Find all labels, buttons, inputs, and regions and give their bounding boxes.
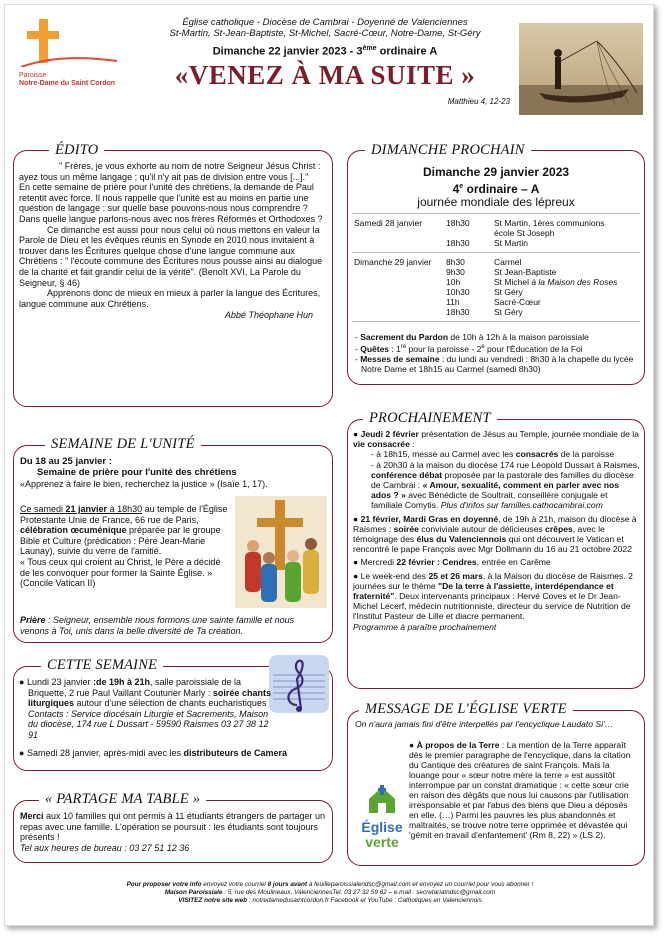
partage-text: Merci aux 10 familles qui ont permis à 11 étudiants étrangers de partager un repas avec une famille. L'opération se poursuit : les étudiants sont toujours présents ! Tel aux heures de bureau : 03 27 51 12 36 [20,811,326,853]
semaine-title: CETTE SEMAINE [41,657,163,673]
semaine-item-2: ● Samedi 28 janvier, après-midi avec les distributeurs de Camera [19,748,288,758]
schedule-row-sunday [352,253,640,322]
unite-event: Ce samedi 21 janvier à 18h30 au temple de l'Église Protestante Unie de France, 66 rue de Paris, célébration œcuménique préparée par le groupe Bible et Culture (prédication : Père Jean-Marie Launay), suivie du verre de l'amitié. « Tous ceux qui croient au Christ, le Père a décidé de les convoquer pour former la Sainte Église. » (Concile Vatican II) [20,504,228,589]
unite-title: SEMAINE DE L'UNITÉ [45,436,201,452]
edito-text [19,161,327,321]
music-note-icon [267,653,331,715]
unite-dates: Du 18 au 25 janvier : [20,456,112,467]
mass-schedule [352,213,640,322]
dimanche-title: DIMANCHE PROCHAIN [365,142,531,158]
dimanche-heading-journee: journée mondiale des lépreux [417,195,575,209]
edito-signature: Abbé Théophane Hun [224,310,313,321]
dimanche-notes [355,332,639,374]
footer-line-1: Pour proposer votre info envoyez votre courriel 8 jours avant à feuilleparoissialendsc@gmail.com et envoyez un courriel pour vous abonner ! [126,881,534,888]
verte-title: MESSAGE DE L'ÉGLISE VERTE [359,701,573,717]
dimanche-heading-ordinaire: 4e ordinaire – A [452,182,540,196]
header-diocese: Église catholique - Diocèse de Cambrai - Doyenné de Valenciennes [182,17,468,28]
footer-line-3: VISITEZ notre site web : notredamedusaintcordon.fr Facebook et YouTube : Catholiques en Valenciennois [178,897,482,904]
verte-intro: On n'aura jamais fini d'être interpellés par l'encyclique Laudato Si'… [355,719,614,729]
note-quetes: - Quêtes : 1re pour la paroisse - 2e pour l'Éducation de la Foi [355,343,583,354]
unity-illustration [235,496,327,608]
partage-title: « PARTAGE MA TABLE » [39,791,206,807]
parish-logo [19,15,119,87]
parish-name-line2: Notre-Dame du Saint Cordon [19,80,116,87]
note-messes: - Messes de semaine : du lundi au vendredi : 8h30 à la chapelle du lycée Notre Dame et 18h15 au Carmel (samedi 8h30) [355,353,634,374]
event-week-end: ● Le week-end des 25 et 26 mars, à la Maison du diocèse de Raismes. 2 journées sur le thème "De la terre à l'assiette, interdépendance et fraternité". Deux intervenants principaux : Hervé Coves et le Dr Jean-Michel Lecerf, médecin nutritionniste, directeur du service de Nutrition de l'Institut Pasteur de Lille et diacre permanent. Programme à paraître prochainement [353,570,633,632]
schedule-day: Samedi 28 janvier [354,218,423,228]
footer-line-2: Maison Paroissiale : 5, rue des Moulineaux, ValenciennesTel. 03 27 32 59 62 – e.mail : secretariatndsc@gmail.com [164,889,496,896]
schedule-row-saturday [352,214,640,253]
edito-paragraph-3: Apprenons donc de mieux en mieux à parler la langue des Écritures, langue commune aux Chrétiens. [19,288,321,309]
event-cendres: ● Mercredi 22 février : Cendres, entrée en Carême [353,557,551,568]
edito-quote: " Frères, je vous exhorte au nom de notre Seigneur Jésus Christ : ayez tous un même langage ; qu'il n'y ait pas de division entre vous [...]." [19,161,321,182]
note-pardon: - Sacrement du Pardon de 10h à 12h à la maison paroissiale [355,332,589,342]
event-vie-consacree: ● Jeudi 2 février présentation de Jésus au Temple, journée mondiale de la vie consacrée : - à 18h15, messe au Carmel avec les consacrés de la paroisse - à 20h30 à la maison du diocèse 174 rue Léopold Dussart à Raismes, conférence débat proposée par la pastorale des familles du diocèse de Cambrai : « Amour, sexualité, comment en parler avec nos ados ? » avec Bénédicte de Soultrait, conseillère conjugale et familiale Comytis. Plus d'infos sur familles.cathocambrai.com [353,429,640,511]
header-parishes: St-Martin, St-Jean-Baptiste, St-Michel, Sacré-Cœur, Notre-Dame, St-Géry [169,28,481,39]
verte-text: ● À propos de la Terre : La mention de la Terre apparaît dès le premier paragraphe de l'encyclique, dans la citation du Cantique des créatures de saint François. Mais la louange pour « sœur notre mère la terre » est aussitôt interrompue par un constat dramatique : « cette sœur crie en raison des dégâts que nous lui causons par l'utilisation irresponsable et par l'abus des biens que Dieu a déposés en elle. (…) Parmi les pauvres les plus abandonnés et maltraités, se trouve notre terre opprimée et dévastée qui 'gémit en travail d'enfantement' (Rm 8, 22) » (LS 2). [409,740,631,840]
header-photo-fisherman [519,23,643,115]
edito-paragraph-2: Ce dimanche est aussi pour nous celui où nous mettons en valeur la Parole de Dieu et les évêques réunis en Synode en 2010 nous invitaient à trouver dans les Écritures quelque chose d'une langue commune aux Chrétiens : " l'écoute commune des Écritures nous pousse ainsi au dialogue de la charité et fait grandir celui de la vérité". (Benoît XVI, La Parole du Seigneur, § 46) [19,224,323,288]
edito-paragraph-1: En cette semaine de prière pour l'unité des chrétiens, la demande de Paul retentit avec force. Il nous rappelle que l'unité est au moins en partie une question de langage : sur quelle base pouvons-nous nous comprendre ? Dans quelle langue parlons-nous avec nos frères Réformés et Orthodoxes ? [19,182,323,224]
semaine-text [19,677,274,741]
cross-icon [19,15,119,67]
prochainement-title: PROCHAINEMENT [363,410,497,426]
event-mardi-gras: ● 21 février, Mardi Gras en doyenné, de 19h à 21h, maison du diocèse à Raismes : soirée conviviale autour de délicieuses crêpes, avec le témoignage des élus du Valenciennois qui ont découvert le Vatican et rencontré le pape François avec Mgr Dollmann du 16 au 21 octobre 2022 [353,513,637,555]
parish-name-line1: Paroisse [19,72,47,79]
scripture-reference: Matthieu 4, 12-23 [447,97,510,106]
unite-quote: «Apprenez à faire le bien, recherchez la justice » (Isaïe 1, 17). [20,479,268,489]
schedule-times: 8h30 9h30 10h 10h30 11h 18h30 [446,257,470,317]
edito-title: ÉDITO [49,142,104,158]
schedule-times: 18h30 18h30 [446,218,470,248]
unite-subtitle: Semaine de prière pour l'unité des chrétiens [37,467,237,478]
header-date: Dimanche 22 janvier 2023 - 3ème ordinaire A [212,45,438,58]
logo-word-eglise: Église [361,819,403,835]
footer [13,881,647,905]
dimanche-heading-date: Dimanche 29 janvier 2023 [422,165,570,179]
schedule-places: St Martin, 1ères communions école St Joseph St Martin [494,218,605,248]
semaine-item-1: ● Lundi 23 janvier :de 19h à 21h, salle paroissiale de la Briquette, 2 rue Paul Vaillant Couturier Marly : soirée chants liturgiques autour d'une sélection de chants eucharistiques [19,677,271,709]
schedule-places: Carmel St Jean-Baptiste St Michel à la Maison des Roses St Géry Sacré-Cœur St Géry [494,257,618,317]
page-title: «VENEZ À MA SUITE » [174,60,476,90]
unite-priere: Prière : Seigneur, ensemble nous formons une sainte famille et nous venons à Toi, unis dans la belle diversité de Ta création. [20,615,295,636]
schedule-day: Dimanche 29 janvier [354,257,432,267]
bulletin-page [4,4,654,926]
prochainement-text [353,429,640,632]
logo-word-verte: verte [365,834,399,850]
semaine-contacts: Contacts : Service diocésain Liturgie et Sacrements, Maison du diocèse, 174 rue L Dussart - 59590 Raismes 03 27 38 12 91 [28,708,269,740]
